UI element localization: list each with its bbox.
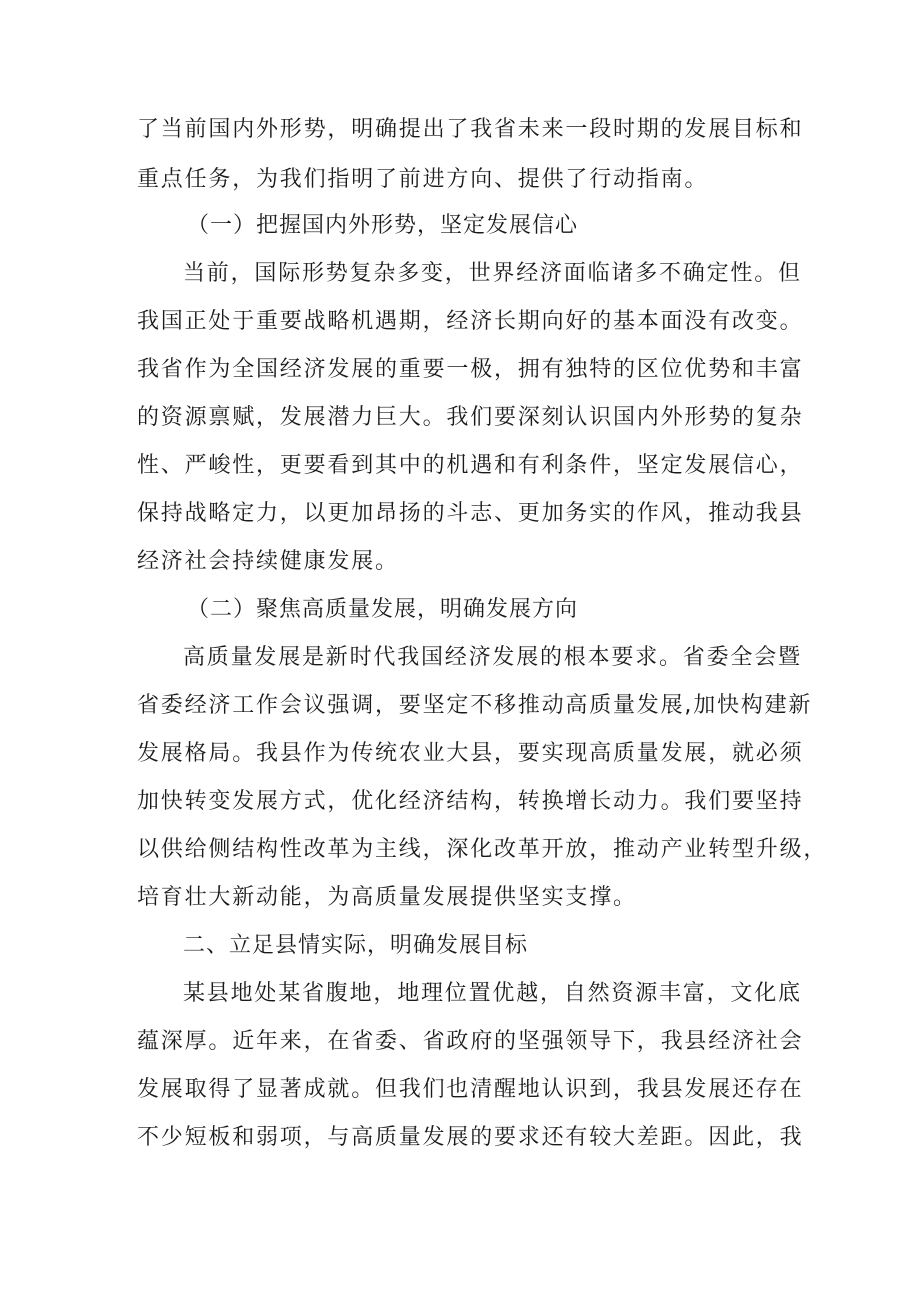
text-line-22: 不少短板和弱项，与高质量发展的要求还有较大差距。因此，我: [137, 1125, 804, 1150]
text-line-15: 加快转变发展方式，优化经济结构，转换增长动力。我们要坚持: [137, 789, 804, 814]
text-line-1: 了当前国内外形势，明确提出了我省未来一段时期的发展目标和: [137, 117, 804, 142]
text-line-20: 蕴深厚。近年来，在省委、省政府的坚强领导下，我县经济社会: [137, 1029, 804, 1054]
text-line-4: 当前，国际形势复杂多变，世界经济面临诸多不确定性。但: [183, 261, 802, 286]
section-heading-3: 二、立足县情实际，明确发展目标: [183, 933, 529, 958]
section-heading-2: （二）聚焦高质量发展，明确发展方向: [187, 597, 579, 622]
text-line-8: 性、严峻性，更要看到其中的机遇和有利条件，坚定发展信心，: [137, 453, 804, 478]
text-line-13: 省委经济工作会议强调，要坚定不移推动高质量发展,加快构建新: [137, 693, 813, 718]
text-line-12: 高质量发展是新时代我国经济发展的根本要求。省委全会暨: [183, 645, 802, 670]
text-line-6: 我省作为全国经济发展的重要一极，拥有独特的区位优势和丰富: [137, 357, 804, 382]
text-line-9: 保持战略定力，以更加昂扬的斗志、更加务实的作风，推动我县: [137, 501, 804, 526]
text-line-19: 某县地处某省腹地，地理位置优越，自然资源丰富，文化底: [183, 981, 802, 1006]
text-line-17: 培育壮大新动能，为高质量发展提供坚实支撑。: [137, 885, 637, 910]
text-line-5: 我国正处于重要战略机遇期，经济长期向好的基本面没有改变。: [137, 309, 804, 334]
text-line-16: 以供给侧结构性改革为主线，深化改革开放，推动产业转型升级，: [137, 837, 828, 862]
text-line-2: 重点任务，为我们指明了前进方向、提供了行动指南。: [137, 167, 709, 192]
text-line-14: 发展格局。我县作为传统农业大县，要实现高质量发展，就必须: [137, 741, 804, 766]
text-line-7: 的资源禀赋，发展潜力巨大。我们要深刻认识国内外形势的复杂: [137, 405, 804, 430]
text-line-10: 经济社会持续健康发展。: [137, 549, 399, 574]
section-heading-1: （一）把握国内外形势，坚定发展信心: [187, 213, 579, 238]
text-line-21: 发展取得了显著成就。但我们也清醒地认识到，我县发展还存在: [137, 1077, 804, 1102]
